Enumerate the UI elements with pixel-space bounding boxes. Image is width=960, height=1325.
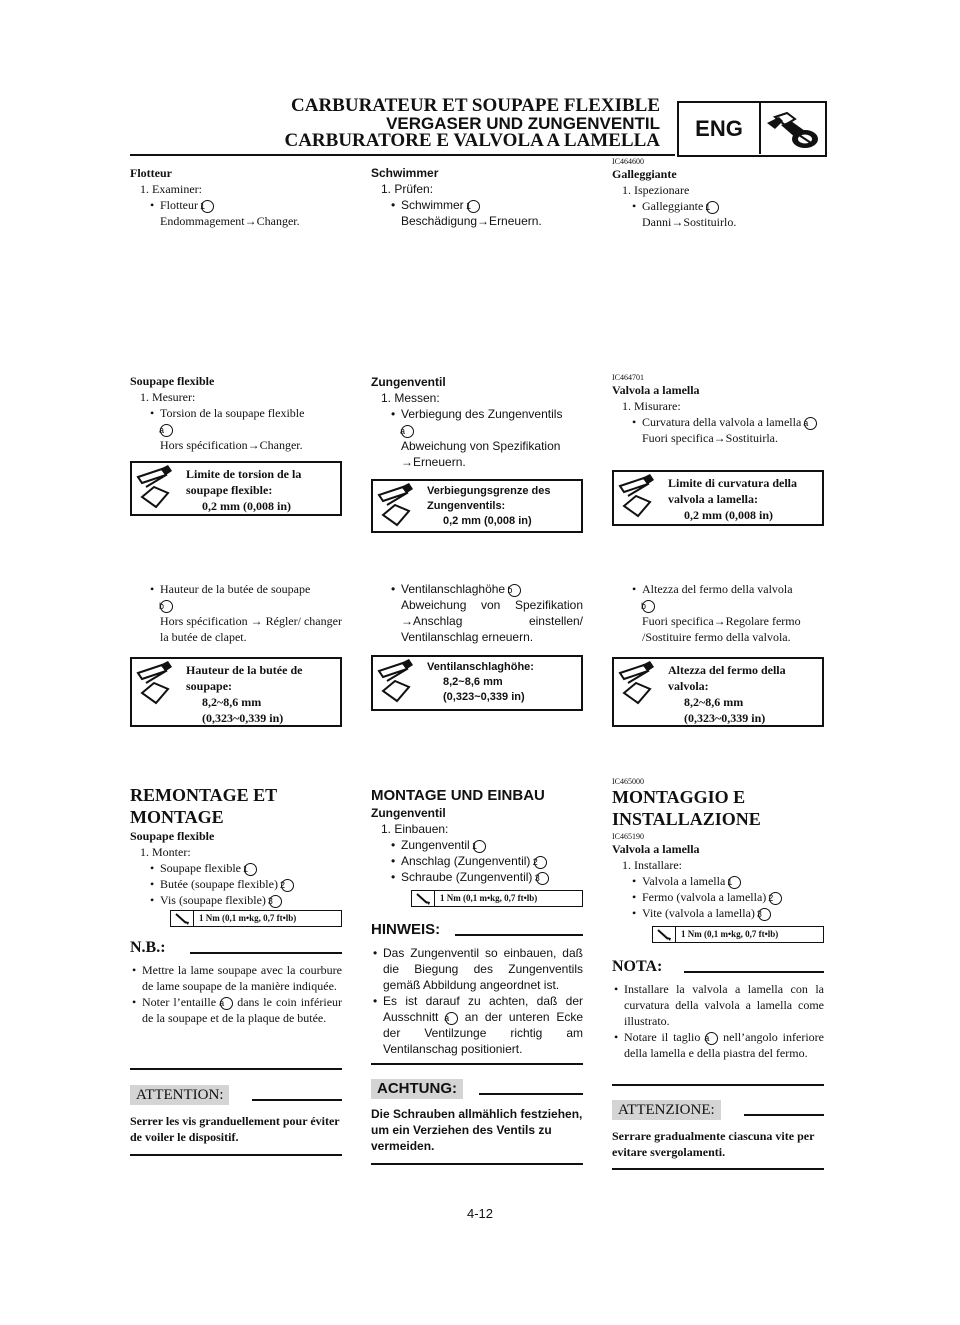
fr-float-item: • Flotteur 1: [130, 197, 342, 213]
fr-spec-box-torsion: [130, 461, 342, 516]
de-torque-box: [411, 890, 583, 907]
it-caution-header: [612, 1100, 824, 1120]
header-title-it: CARBURATORE E VALVOLA A LAMELLA: [284, 130, 660, 151]
fr-spec2-value1: 8,2~8,6 mm: [202, 695, 262, 709]
it-stop-action: Fuori specifica→Regolare fermo /Sostituire fermo della valvola.: [642, 614, 801, 644]
callout-2: 2: [769, 892, 782, 905]
fr-spec-box-stop: [130, 657, 342, 727]
it-note-body: [612, 981, 824, 1061]
de-float-title: Schwimmer: [371, 166, 439, 180]
it-spec1-value: 0,2 mm (0,008 in): [684, 508, 773, 522]
de-note-rule: [371, 1063, 583, 1065]
fr-stop-section: [130, 581, 342, 645]
de-assembly-item-3: • Schraube (Zungenventil) 3: [371, 869, 583, 885]
de-note-header: [371, 920, 583, 940]
it-float-code: IC464600: [612, 157, 644, 166]
fr-reed-action: Hors spécification→Changer.: [160, 438, 303, 452]
callout-b: b: [642, 600, 655, 613]
callout-a: a: [220, 997, 233, 1010]
fr-note-1: • Mettre la lame soupape avec la courbure de lame soupape de la manière indiquée.: [130, 962, 342, 994]
fr-note-header: [130, 938, 342, 958]
it-spec1-label: Limite di curvatura della valvola a lamella:: [668, 476, 797, 506]
callout-3: 3: [269, 895, 282, 908]
de-reed-step: 1. Messen:: [381, 391, 440, 405]
it-note-rule: [612, 1084, 824, 1086]
fr-assembly-step: 1. Monter:: [140, 845, 191, 859]
it-torque-value: 1 Nm (0,1 m•kg, 0,7 ft•lb): [681, 929, 779, 939]
it-assembly-code: IC465000: [612, 777, 644, 786]
fr-torque-box: [170, 910, 342, 927]
wrench-hand-icon: [761, 103, 825, 154]
fr-note-title: N.B.:: [130, 939, 166, 956]
de-assembly-sub: Zungenventil: [371, 806, 446, 820]
fr-reed-item: • Torsion de la soupape flexible a: [130, 405, 342, 437]
it-caution-rule: [612, 1168, 824, 1170]
de-stop-section: [371, 581, 583, 645]
callout-a: a: [160, 424, 173, 437]
eng-badge: [677, 101, 827, 157]
fr-spec1-value: 0,2 mm (0,008 in): [202, 499, 291, 513]
de-stop-action: Abweichung von Spezifikation →Anschlag einstellen/ Ventilanschlag erneuern.: [401, 598, 583, 644]
it-note-2: • Notare il taglio a nell’angolo inferiore della lamella e della piastra del fermo.: [612, 1029, 824, 1061]
it-spec2-value2: (0,323~0,339 in): [684, 711, 766, 725]
de-note-2: • Es ist darauf zu achten, daß der Ausschnitt a an der unteren Ecke der Ventilzunge richtig am Ventilanschag positioniert.: [371, 993, 583, 1057]
it-float-title: Galleggiante: [612, 167, 677, 181]
de-spec-box-stop: [371, 655, 583, 711]
torque-wrench-icon: [412, 891, 435, 906]
it-note-title: NOTA:: [612, 958, 663, 975]
page-number: 4-12: [466, 1206, 494, 1221]
fr-assembly-title: REMONTAGE ET MONTAGE: [130, 785, 277, 827]
de-note-1: • Das Zungenventil so einbauen, daß die Biegung des Zungenventils gemäß Abbildung angeordnet ist.: [371, 945, 583, 993]
it-reed-title: Valvola a lamella: [612, 383, 700, 397]
it-assembly-sub-code: IC465190: [612, 832, 644, 841]
de-caution-header: [371, 1079, 583, 1099]
it-assembly-section: [612, 777, 824, 921]
fr-spec1-label: Limite de torsion de la soupape flexible:: [186, 467, 302, 497]
it-reed-item: • Curvatura della valvola a lamella a: [612, 414, 824, 430]
it-stop-section: [612, 581, 824, 645]
de-float-action: Beschädigung→Erneuern.: [401, 214, 542, 228]
callout-a: a: [401, 425, 414, 438]
callout-2: 2: [534, 856, 547, 869]
fr-float-step: 1. Examiner:: [140, 182, 202, 196]
callout-1: 1: [473, 840, 486, 853]
fr-caution-title: ATTENTION:: [130, 1085, 229, 1105]
fr-spec2-value2: (0,323~0,339 in): [202, 711, 284, 725]
de-assembly-step: 1. Einbauen:: [381, 822, 449, 836]
it-reed-section: [612, 373, 824, 446]
callout-1: 1: [728, 876, 741, 889]
fr-assembly-item-3: • Vis (soupape flexible) 3: [130, 892, 342, 908]
caliper-icon: [132, 463, 178, 514]
de-reed-item: • Verbiegung des Zungenventils a: [371, 406, 583, 438]
de-spec1-label: Verbiegungsgrenze des Zungenventils:: [427, 485, 551, 512]
fr-reed-title: Soupape flexible: [130, 374, 215, 388]
it-assembly-item-3: • Vite (valvola a lamella) 3: [612, 905, 824, 921]
fr-note-body: [130, 962, 342, 1026]
de-note-title: HINWEIS:: [371, 921, 441, 938]
it-note-header: [612, 957, 824, 977]
it-note-1: • Installare la valvola a lamella con la curvatura della valvola a lamella come illustrato.: [612, 981, 824, 1029]
callout-1: 1: [201, 200, 214, 213]
it-reed-action: Fuori specifica→Sostituirla.: [642, 431, 778, 445]
fr-caution-rule: [130, 1154, 342, 1156]
callout-2: 2: [281, 879, 294, 892]
header-title-de: VERGASER UND ZUNGENVENTIL: [386, 114, 660, 133]
it-caution-text: Serrare gradualmente ciascuna vite per evitare svergolamenti.: [612, 1129, 815, 1159]
de-spec-box-bend: [371, 479, 583, 533]
de-caution-title: ACHTUNG:: [371, 1079, 463, 1099]
fr-reed-step: 1. Mesurer:: [140, 390, 196, 404]
fr-float-section: [130, 165, 342, 229]
it-reed-code: IC464701: [612, 373, 644, 382]
fr-float-title: Flotteur: [130, 166, 172, 180]
de-reed-action: Abweichung von Spezifikation →Erneuern.: [401, 439, 561, 469]
de-assembly-title: MONTAGE UND EINBAU: [371, 787, 545, 804]
caliper-icon: [132, 659, 178, 725]
callout-a: a: [445, 1012, 458, 1025]
it-float-action: Danni→Sostituirlo.: [642, 215, 737, 229]
it-float-section: [612, 157, 824, 230]
torque-wrench-icon: [171, 911, 194, 926]
it-caution-title: ATTENZIONE:: [612, 1100, 721, 1120]
caliper-icon: [373, 481, 419, 531]
it-spec-box-stop: [612, 657, 824, 727]
de-reed-title: Zungenventil: [371, 375, 446, 389]
fr-assembly-sub: Soupape flexible: [130, 829, 215, 843]
callout-a: a: [804, 417, 817, 430]
it-spec-box-curvature: [612, 470, 824, 526]
fr-float-action: Endommagement→Changer.: [160, 214, 300, 228]
callout-1: 1: [467, 200, 480, 213]
it-float-step: 1. Ispezionare: [622, 183, 690, 197]
callout-1: 1: [706, 201, 719, 214]
eng-badge-label: ENG: [679, 103, 761, 154]
it-torque-box: [652, 926, 824, 943]
it-assembly-sub: Valvola a lamella: [612, 842, 700, 856]
it-spec2-label: Altezza del fermo della valvola:: [668, 663, 786, 693]
caliper-icon: [614, 659, 660, 725]
fr-stop-item: • Hauteur de la butée de soupape b: [130, 581, 342, 613]
de-torque-value: 1 Nm (0,1 m•kg, 0,7 ft•lb): [440, 893, 538, 903]
it-assembly-title: MONTAGGIO E INSTALLAZIONE: [612, 787, 761, 829]
de-spec2-label: Ventilanschlaghöhe:: [427, 661, 534, 673]
fr-caution-text: Serrer les vis granduellement pour éviter de voiler le dispositif.: [130, 1114, 340, 1144]
callout-3: 3: [758, 908, 771, 921]
it-reed-step: 1. Misurare:: [622, 399, 681, 413]
fr-caution-header: [130, 1085, 342, 1105]
fr-note-rule: [130, 1068, 342, 1070]
fr-stop-action: Hors spécification → Régler/ changer la butée de clapet.: [160, 614, 342, 644]
de-spec1-value: 0,2 mm (0,008 in): [443, 515, 532, 527]
fr-reed-section: [130, 373, 342, 453]
caliper-icon: [614, 472, 660, 524]
de-stop-item: • Ventilanschlaghöhe b: [371, 581, 583, 597]
de-float-item: • Schwimmer 1: [371, 197, 583, 213]
de-note-body: [371, 945, 583, 1057]
de-reed-section: [371, 374, 583, 470]
fr-note-2: • Noter l’entaille a dans le coin inférieur de la soupape et de la plaque de butée.: [130, 994, 342, 1026]
header-rule: [130, 154, 675, 156]
fr-assembly-item-1: • Soupape flexible 1: [130, 860, 342, 876]
de-caution-text: Die Schrauben allmählich festziehen, um ein Verziehen des Ventils zu vermeiden.: [371, 1107, 583, 1153]
fr-assembly-item-2: • Butée (soupape flexible) 2: [130, 876, 342, 892]
callout-b: b: [160, 600, 173, 613]
it-stop-item: • Altezza del fermo della valvola b: [612, 581, 824, 613]
it-float-item: • Galleggiante 1: [612, 198, 824, 214]
de-spec2-value1: 8,2~8,6 mm: [443, 676, 503, 688]
de-assembly-section: [371, 786, 583, 885]
de-assembly-item-2: • Anschlag (Zungenventil) 2: [371, 853, 583, 869]
caliper-icon: [373, 657, 419, 709]
it-spec2-value1: 8,2~8,6 mm: [684, 695, 744, 709]
torque-wrench-icon: [653, 927, 676, 942]
it-assembly-step: 1. Installare:: [622, 858, 682, 872]
header-title-fr: CARBURATEUR ET SOUPAPE FLEXIBLE: [291, 95, 660, 116]
de-float-section: [371, 165, 583, 229]
de-float-step: 1. Prüfen:: [381, 182, 434, 196]
de-spec2-value2: (0,323~0,339 in): [443, 691, 525, 703]
callout-a: a: [705, 1032, 718, 1045]
de-assembly-item-1: • Zungenventil 1: [371, 837, 583, 853]
it-assembly-item-1: • Valvola a lamella 1: [612, 873, 824, 889]
fr-assembly-section: [130, 784, 342, 908]
fr-torque-value: 1 Nm (0,1 m•kg, 0,7 ft•lb): [199, 913, 297, 923]
callout-1: 1: [244, 863, 257, 876]
callout-b: b: [508, 584, 521, 597]
it-assembly-item-2: • Fermo (valvola a lamella) 2: [612, 889, 824, 905]
callout-3: 3: [536, 872, 549, 885]
fr-spec2-label: Hauteur de la butée de soupape:: [186, 663, 303, 693]
de-caution-rule: [371, 1163, 583, 1165]
